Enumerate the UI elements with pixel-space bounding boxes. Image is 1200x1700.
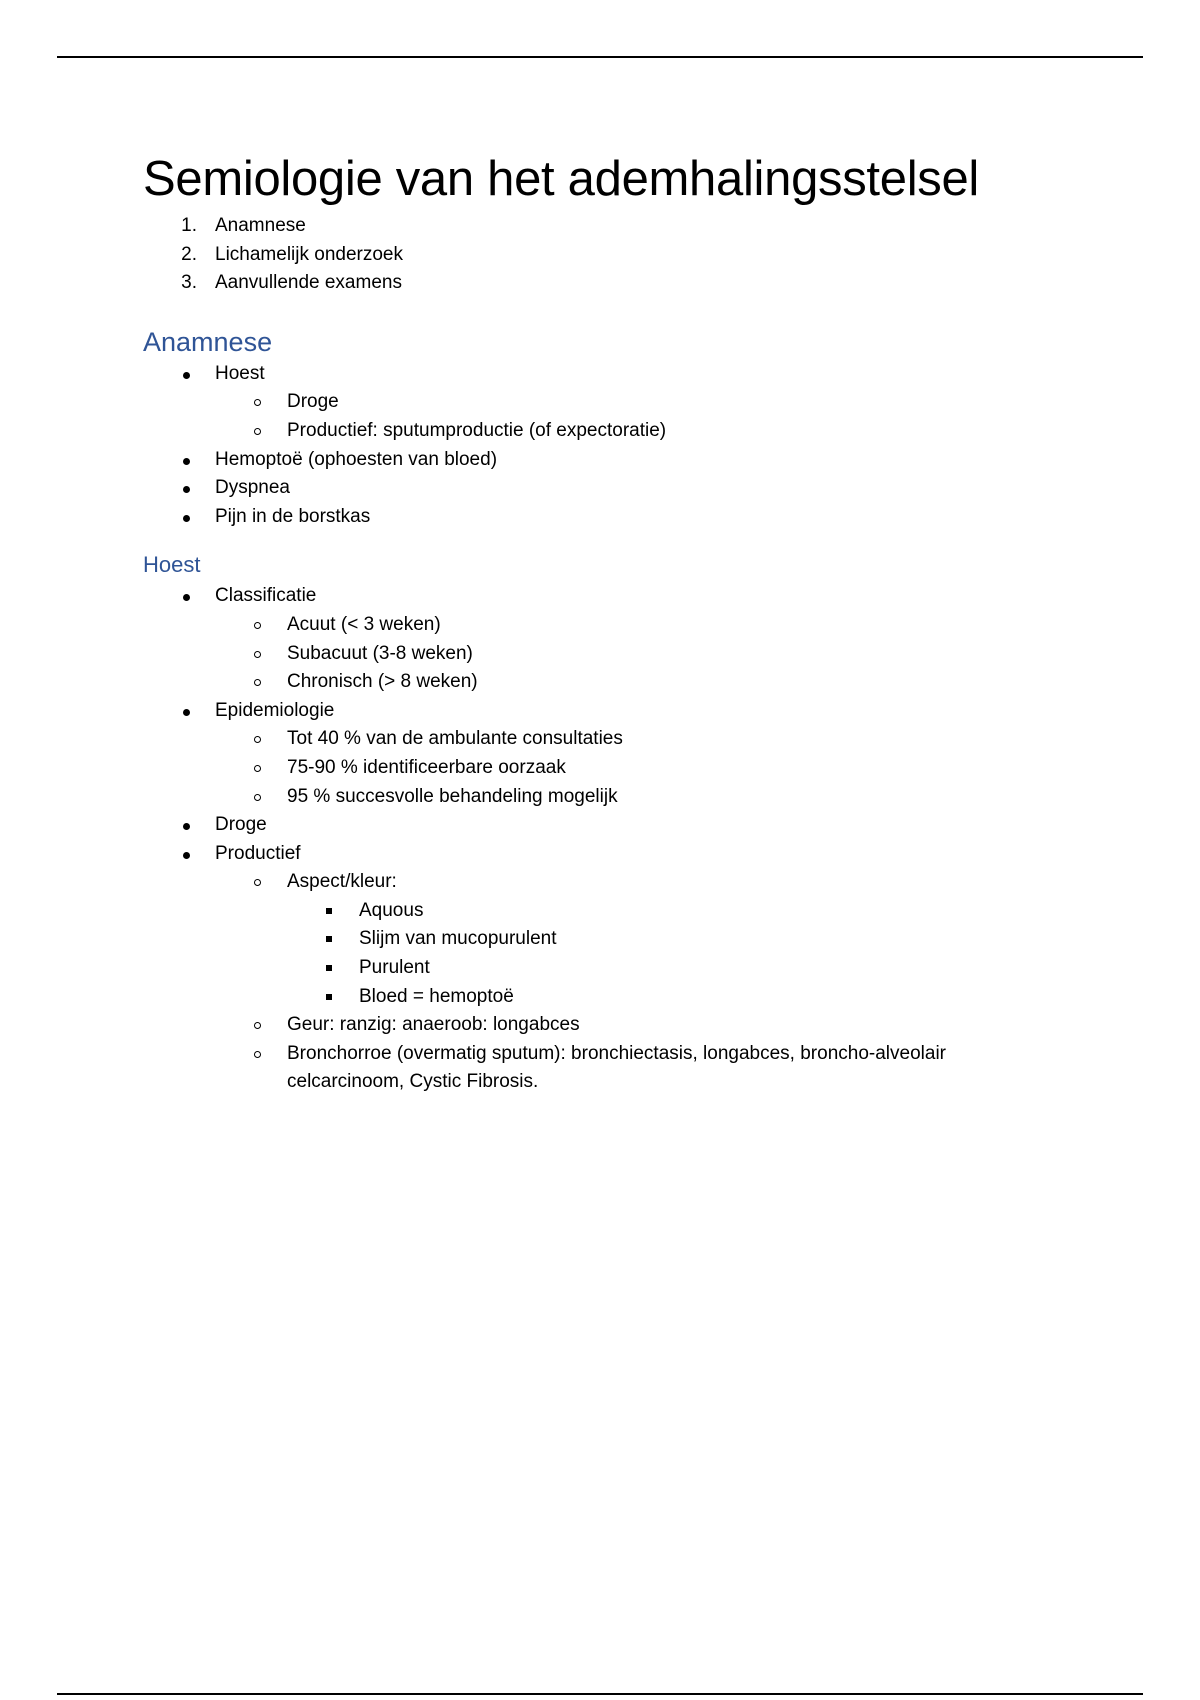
list-item bbox=[143, 360, 1043, 389]
list-item-text: Droge bbox=[287, 391, 339, 413]
list-item bbox=[143, 1040, 1043, 1097]
list-item bbox=[143, 868, 1043, 897]
list-item bbox=[143, 640, 1043, 669]
list-item bbox=[143, 954, 1043, 983]
list-item-text: Geur: ranzig: anaeroob: longabces bbox=[287, 1014, 580, 1036]
document-title: Semiologie van het ademhalingsstelsel bbox=[143, 152, 980, 206]
list-item-text: Pijn in de borstkas bbox=[215, 505, 371, 527]
bullet-circle-icon bbox=[254, 1051, 261, 1058]
bullet-disc-icon bbox=[183, 372, 190, 379]
list-item bbox=[143, 697, 1043, 726]
bullet-circle-icon bbox=[254, 1022, 261, 1029]
bullet-circle-icon bbox=[254, 879, 261, 886]
toc-item bbox=[143, 212, 1043, 241]
bullet-circle-icon bbox=[254, 399, 261, 406]
bullet-disc-icon bbox=[183, 594, 190, 601]
bullet-circle-icon bbox=[254, 765, 261, 772]
document-body bbox=[143, 146, 1043, 1097]
footer-rule bbox=[57, 1693, 1143, 1695]
toc-number: 1. bbox=[181, 215, 197, 236]
bullet-square-icon bbox=[326, 994, 332, 1000]
toc-number: 2. bbox=[181, 243, 197, 265]
list-item-text: Productief bbox=[215, 842, 301, 864]
toc-list bbox=[143, 212, 1043, 298]
bullet-disc-icon bbox=[183, 823, 190, 830]
bullet-circle-icon bbox=[254, 651, 261, 658]
bullet-disc-icon bbox=[183, 486, 190, 493]
list-item-text: Aquous bbox=[359, 899, 424, 921]
list-item-text: 95 % succesvolle behandeling mogelijk bbox=[287, 785, 618, 807]
list-item-text: Hemoptoë (ophoesten van bloed) bbox=[215, 448, 498, 470]
list-item bbox=[143, 611, 1043, 640]
list-item bbox=[143, 783, 1043, 812]
bullet-circle-icon bbox=[254, 794, 261, 801]
list-item-text: Tot 40 % van de ambulante consultaties bbox=[287, 728, 623, 750]
bullet-square-icon bbox=[326, 965, 332, 971]
bullet-circle-icon bbox=[254, 736, 261, 743]
list-item-text: Purulent bbox=[359, 957, 430, 979]
header-rule bbox=[57, 56, 1143, 58]
list-item bbox=[143, 417, 1043, 446]
toc-item bbox=[143, 241, 1043, 270]
list-item-text: Chronisch (> 8 weken) bbox=[287, 671, 478, 693]
bullet-square-icon bbox=[326, 936, 332, 942]
list-item-text: Bronchorroe (overmatig sputum): bronchiectasis, longabces, broncho-alveolair celcarcinoom, Cystic Fibrosis. bbox=[287, 1042, 946, 1093]
hoest-list bbox=[143, 582, 1043, 1097]
bullet-disc-icon bbox=[183, 852, 190, 859]
list-item-text: Slijm van mucopurulent bbox=[359, 928, 557, 950]
bullet-square-icon bbox=[326, 908, 332, 914]
list-item bbox=[143, 446, 1043, 475]
bullet-circle-icon bbox=[254, 622, 261, 629]
list-item-text: Hoest bbox=[215, 362, 265, 384]
list-item bbox=[143, 668, 1043, 697]
list-item-text: Acuut (< 3 weken) bbox=[287, 613, 441, 635]
toc-number: 3. bbox=[181, 272, 197, 294]
section-heading-hoest: Hoest bbox=[143, 552, 201, 578]
list-item-text: Bloed = hemoptoë bbox=[359, 985, 514, 1007]
list-item bbox=[143, 840, 1043, 869]
list-item bbox=[143, 1011, 1043, 1040]
toc-text: Anamnese bbox=[215, 215, 306, 236]
list-item bbox=[143, 897, 1043, 926]
list-item bbox=[143, 503, 1043, 532]
list-item-text: Epidemiologie bbox=[215, 699, 335, 721]
list-item-text: Aspect/kleur: bbox=[287, 871, 397, 893]
list-item bbox=[143, 811, 1043, 840]
list-item bbox=[143, 983, 1043, 1012]
toc-text: Lichamelijk onderzoek bbox=[215, 243, 403, 265]
list-item-text: Classificatie bbox=[215, 585, 317, 607]
list-item bbox=[143, 388, 1043, 417]
list-item-text: 75-90 % identificeerbare oorzaak bbox=[287, 756, 566, 778]
toc-text: Aanvullende examens bbox=[215, 272, 402, 294]
bullet-disc-icon bbox=[183, 709, 190, 716]
list-item bbox=[143, 582, 1043, 611]
list-item-text: Productief: sputumproductie (of expectoratie) bbox=[287, 419, 667, 441]
bullet-disc-icon bbox=[183, 458, 190, 465]
list-item-text: Droge bbox=[215, 814, 267, 836]
bullet-disc-icon bbox=[183, 515, 190, 522]
bullet-circle-icon bbox=[254, 679, 261, 686]
list-item-text: Subacuut (3-8 weken) bbox=[287, 642, 473, 664]
list-item bbox=[143, 754, 1043, 783]
list-item bbox=[143, 925, 1043, 954]
list-item bbox=[143, 725, 1043, 754]
list-item bbox=[143, 474, 1043, 503]
toc-item bbox=[143, 269, 1043, 298]
section-heading-anamnese: Anamnese bbox=[143, 326, 273, 357]
bullet-circle-icon bbox=[254, 428, 261, 435]
anamnese-list bbox=[143, 360, 1043, 532]
list-item-text: Dyspnea bbox=[215, 477, 290, 499]
